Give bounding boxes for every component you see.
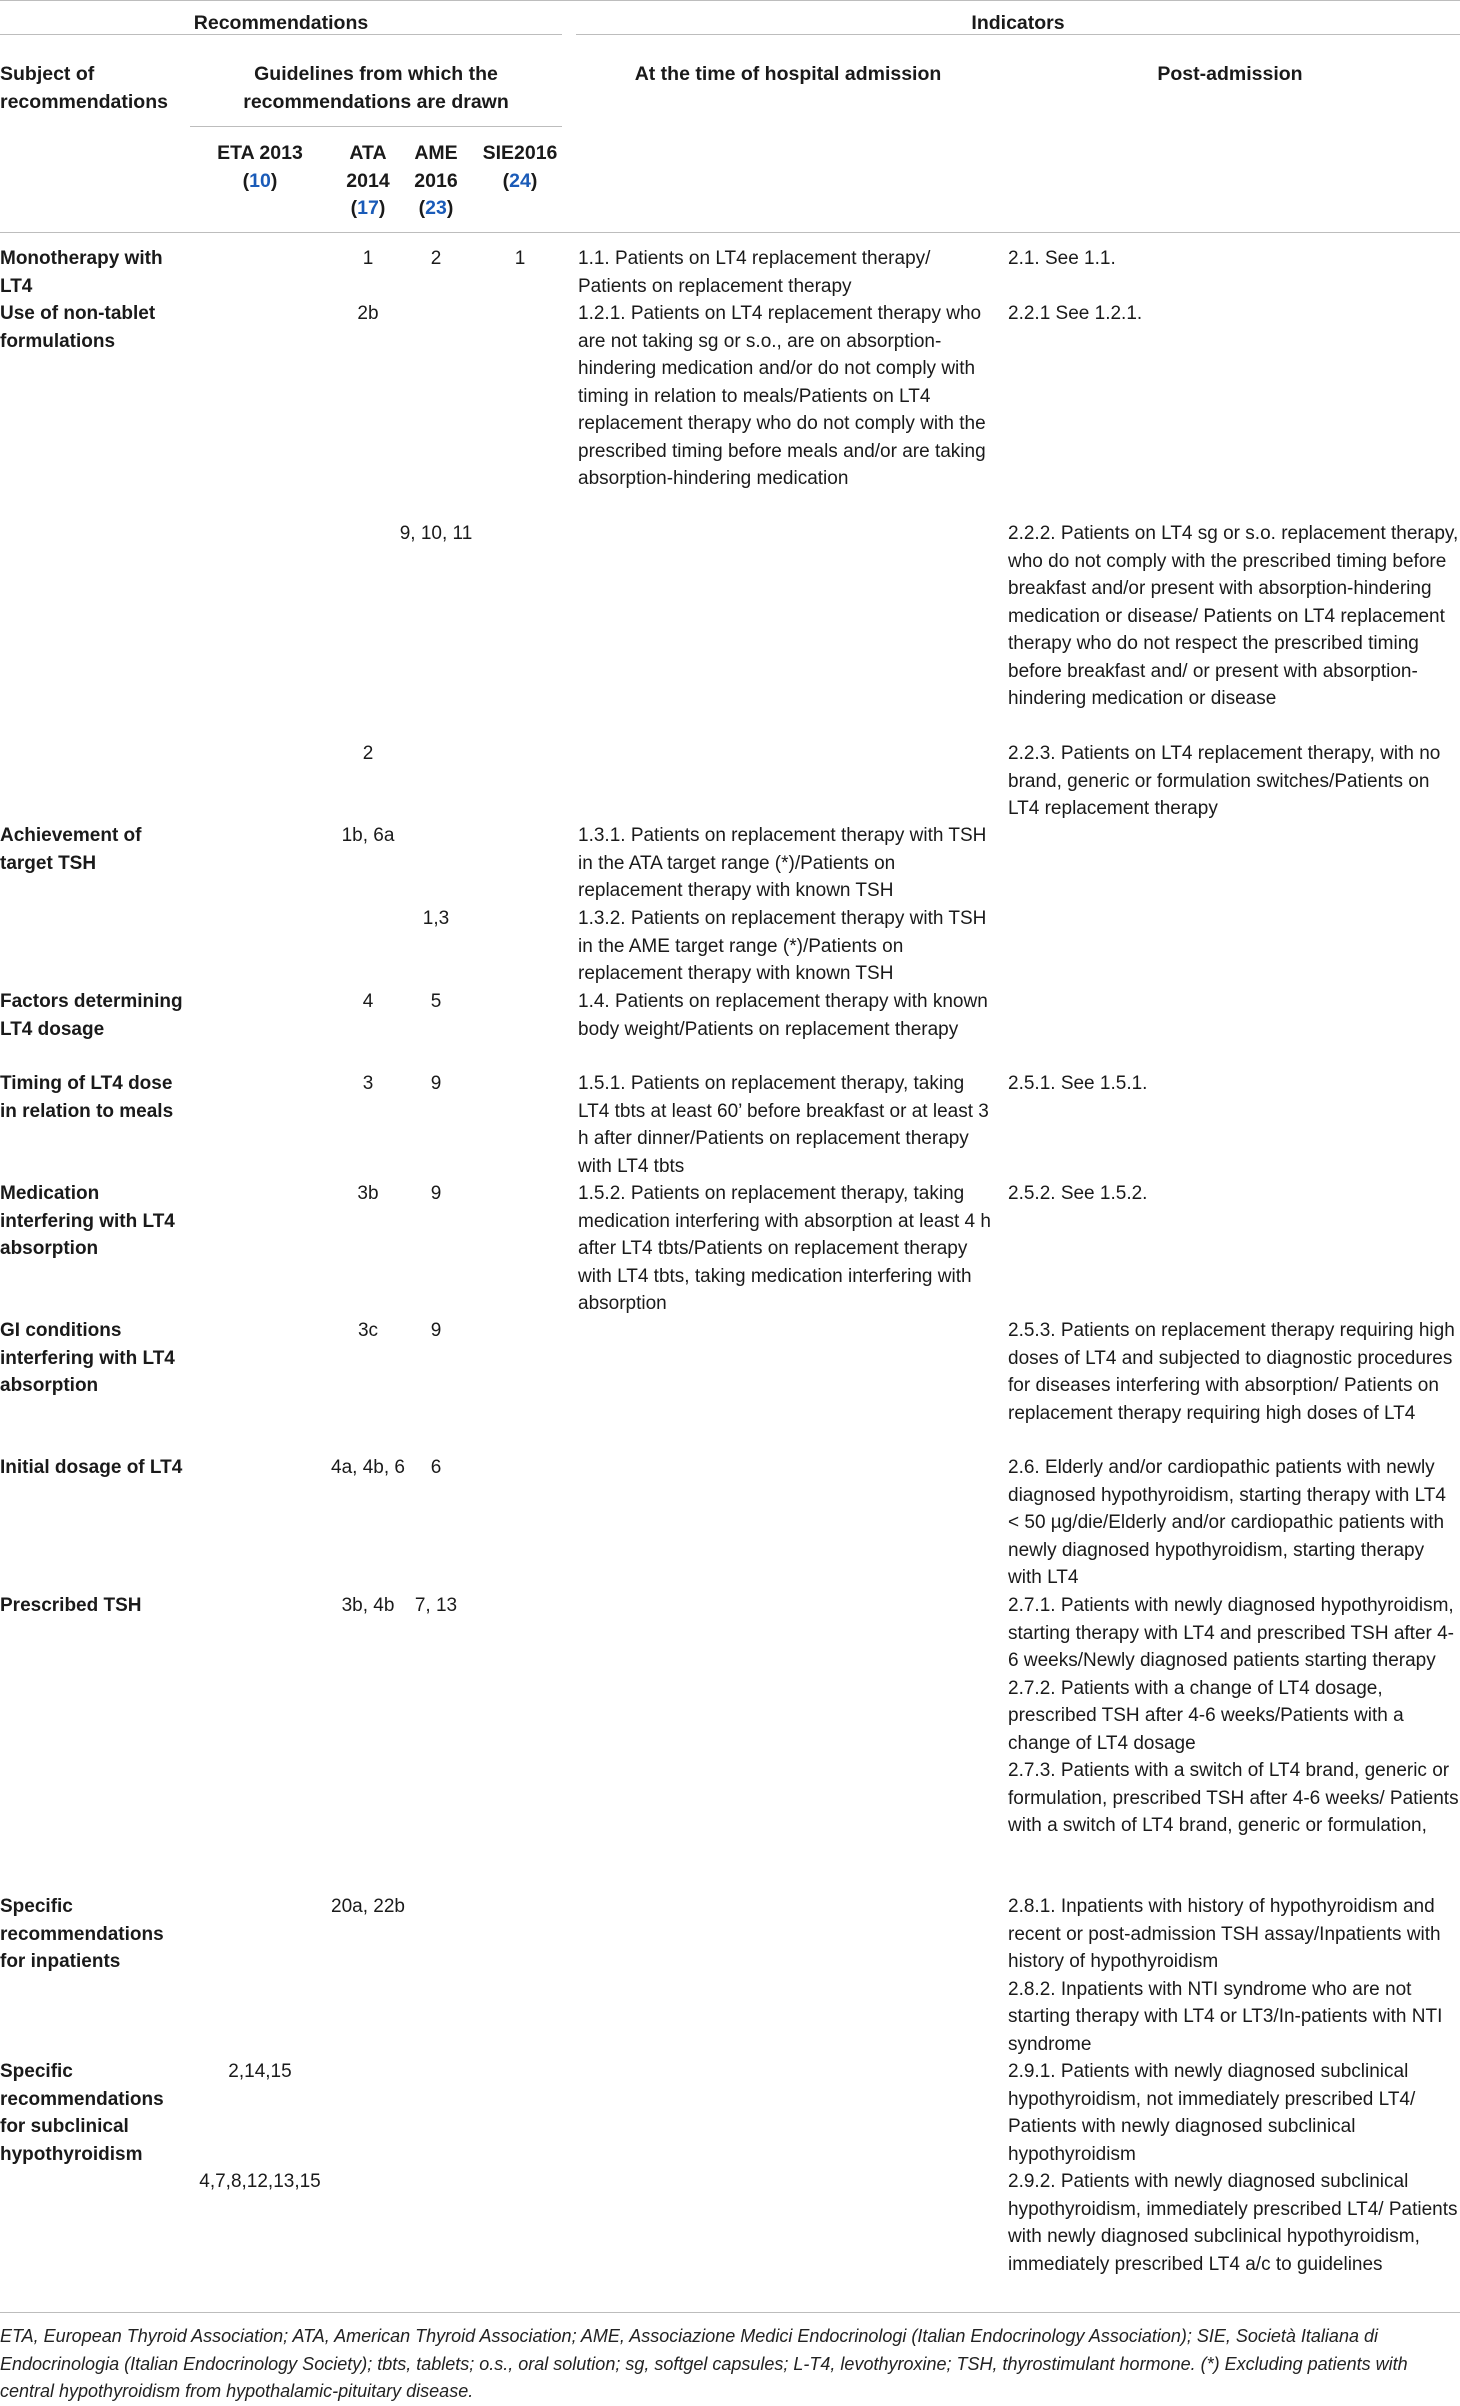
guidelines-heading: Guidelines from which the recommendations are drawn: [243, 63, 509, 113]
post-admission-indicator: 2.2.2. Patients on LT4 sg or s.o. replacement therapy, who do not comply with the prescribed timing before breakfast and/or present with absorption-hindering medication or disease/ Patients on LT4 replacement therapy who do not respect the prescribed timing before breakfast and/ or present with absorption-hindering medication or disease: [1008, 523, 1459, 709]
table-top-rule: [0, 0, 1460, 1]
sie-ref-link[interactable]: 24: [509, 169, 531, 192]
ame-cell: 9: [430, 1183, 442, 1204]
post-admission-indicator-271: 2.7.1. Patients with newly diagnosed hypothyroidism, starting therapy with LT4 and prescribed TSH after 4-6 weeks/Newly diagnosed patients starting therapy: [1008, 1595, 1455, 1671]
admission-indicator: 1.1. Patients on LT4 replacement therapy/ Patients on replacement therapy: [578, 248, 931, 297]
table-bottom-rule: [0, 2312, 1460, 2313]
post-admission-indicator: [1008, 1592, 1460, 1840]
eta-ref: (10): [242, 169, 278, 192]
guidelines-rule: [190, 126, 562, 127]
subject-cell: Specific recommendations for inpatients: [0, 1896, 164, 1972]
post-admission-indicator: 2.1. See 1.1.: [1008, 248, 1116, 269]
post-admission-indicator-282: 2.8.2. Inpatients with NTI syndrome who are not starting therapy with LT4 or LT3/In-patients with NTI syndrome: [1008, 1978, 1443, 2055]
subject-cell: Initial dosage of LT4: [0, 1457, 183, 1478]
ame-cell: 6: [430, 1457, 442, 1478]
ame-label: AME: [414, 142, 458, 164]
subject-cell: Achievement of target TSH: [0, 825, 142, 874]
indicators-heading: Indicators: [971, 12, 1065, 34]
subject-cell: Medication interfering with LT4 absorption: [0, 1183, 175, 1259]
post-admission-indicator: 2.9.1. Patients with newly diagnosed subclinical hypothyroidism, not immediately prescribed LT4/ Patients with newly diagnosed subclinical hypothyroidism: [1008, 2061, 1416, 2165]
eta-ref-link[interactable]: 10: [249, 169, 271, 192]
ame-year: 2016: [414, 169, 458, 192]
sie-cell: 1: [514, 248, 526, 269]
admission-indicator: 1.5.1. Patients on replacement therapy, taking LT4 tbts at least 60’ before breakfast or at least 3 h after dinner/Patients on replacement therapy with LT4 tbts: [578, 1073, 989, 1177]
post-admission-indicator: [1008, 1893, 1460, 2058]
admission-indicator: 1.2.1. Patients on LT4 replacement therapy who are not taking sg or s.o., are on absorption-hindering medication and/or do not comply with timing in relation to meals/Patients on LT4 replacement therapy who do not comply with the prescribed timing before meals and/or are taking absorption-hindering medication: [578, 303, 986, 489]
ame-cell: 9: [430, 1073, 442, 1094]
post-admission-indicator-272: 2.7.2. Patients with a change of LT4 dosage, prescribed TSH after 4-6 weeks/Patients with a change of LT4 dosage: [1008, 1677, 1404, 1754]
ame-cell: 7, 13: [414, 1595, 458, 1616]
ata-year: 2014: [346, 169, 390, 192]
ata-label: ATA: [349, 142, 387, 164]
post-admission-indicator: 2.5.1. See 1.5.1.: [1008, 1073, 1148, 1094]
sie-column-heading: [472, 140, 568, 195]
subject-cell: GI conditions interfering with LT4 absorption: [0, 1320, 175, 1396]
ame-cell: 5: [430, 991, 442, 1012]
ata-cell: 4a, 4b, 6: [331, 1457, 405, 1478]
post-admission-indicator-281: 2.8.1. Inpatients with history of hypothyroidism and recent or post-admission TSH assay/Inpatients with history of hypothyroidism: [1008, 1896, 1441, 1972]
eta-cell: 4,7,8,12,13,15: [199, 2171, 321, 2192]
sie-label: SIE2016: [482, 142, 558, 164]
ame-column-heading: [396, 140, 476, 223]
ata-cell: 1: [362, 248, 374, 269]
ata-cell: 3c: [357, 1320, 379, 1341]
admission-indicator: 1.5.2. Patients on replacement therapy, taking medication interfering with absorption at least 4 h after LT4 tbts/Patients on replacement therapy with LT4 tbts, taking medication interfering with absorption: [578, 1183, 991, 1314]
ame-cell: 2: [430, 248, 442, 269]
header-bottom-rule: [0, 232, 1460, 233]
eta-label: ETA 2013: [217, 142, 303, 164]
post-admission-indicator: 2.9.2. Patients with newly diagnosed subclinical hypothyroidism, immediately prescribed LT4/ Patients with newly diagnosed subclinical hypothyroidism, immediately prescribed LT4 a/c to guidelines: [1008, 2171, 1458, 2275]
post-admission-indicator: 2.2.1 See 1.2.1.: [1008, 303, 1143, 324]
subject-cell: Specific recommendations for subclinical hypothyroidism: [0, 2061, 164, 2165]
post-admission-indicator-273: 2.7.3. Patients with a switch of LT4 brand, generic or formulation, prescribed TSH after 4-6 weeks/ Patients with a switch of LT4 brand, generic or formulation,: [1008, 1760, 1459, 1836]
table-footnote: ETA, European Thyroid Association; ATA, American Thyroid Association; AME, Associazione Medici Endocrinologi (Italian Endocrinology Association); SIE, Società Italiana di Endocrinologia (Italian Endocrinology Society); tbts, tablets; o.s., oral solution; sg, softgel capsules; L-T4, levothyroxine; TSH, thyrostimulant hormone. (*) Excluding patients with central hypothyroidism from hypothalamic-pituitary disease.: [0, 2326, 1408, 2401]
admission-indicator: 1.4. Patients on replacement therapy with known body weight/Patients on replacement therapy: [578, 991, 988, 1040]
eta-column-heading: [190, 140, 330, 195]
subject-heading: Subject of recommendations: [0, 63, 168, 113]
ata-cell: 20a, 22b: [331, 1896, 405, 1917]
subject-cell: Monotherapy with LT4: [0, 248, 163, 297]
post-admission-indicator: 2.5.3. Patients on replacement therapy requiring high doses of LT4 and subjected to diagnostic procedures for diseases interfering with absorption/ Patients on replacement therapy requiring high doses of LT4: [1008, 1320, 1455, 1424]
ata-cell: 4: [362, 991, 374, 1012]
recommendations-heading: Recommendations: [193, 12, 369, 34]
post-admission-indicator: 2.6. Elderly and/or cardiopathic patients with newly diagnosed hypothyroidism, starting therapy with LT4 < 50 µg/die/Elderly and/or cardiopathic patients with newly diagnosed hypothyroidism, starting therapy with LT4: [1008, 1457, 1446, 1588]
eta-cell: 2,14,15: [228, 2061, 292, 2082]
ata-cell: 3: [362, 1073, 374, 1094]
ame-ref-link[interactable]: 23: [425, 197, 447, 219]
ame-cell: 9, 10, 11: [399, 523, 473, 544]
ame-cell: 1,3: [422, 908, 450, 929]
admission-heading: At the time of hospital admission: [634, 63, 942, 85]
subject-cell: Use of non-tablet formulations: [0, 303, 156, 352]
ame-cell: 9: [430, 1320, 442, 1341]
sie-ref: (24): [502, 169, 538, 192]
post-admission-indicator: 2.5.2. See 1.5.2.: [1008, 1183, 1148, 1204]
post-admission-indicator: 2.2.3. Patients on LT4 replacement therapy, with no brand, generic or formulation switches/Patients on LT4 replacement therapy: [1008, 743, 1441, 819]
subject-cell: Factors determining LT4 dosage: [0, 991, 183, 1040]
ata-ref: (17): [350, 197, 386, 219]
ata-cell: 3b, 4b: [341, 1595, 395, 1616]
admission-indicator: 1.3.2. Patients on replacement therapy with TSH in the AME target range (*)/Patients on replacement therapy with known TSH: [578, 908, 987, 984]
subject-cell: Timing of LT4 dose in relation to meals: [0, 1073, 174, 1122]
ata-cell: 2: [362, 743, 374, 764]
ata-ref-link[interactable]: 17: [357, 197, 379, 219]
ame-ref: (23): [418, 197, 454, 219]
post-admission-heading: Post-admission: [1157, 63, 1303, 85]
admission-indicator: 1.3.1. Patients on replacement therapy with TSH in the ATA target range (*)/Patients on replacement therapy with known TSH: [578, 825, 987, 901]
ata-cell: 2b: [357, 303, 379, 324]
ata-cell: 1b, 6a: [341, 825, 395, 846]
subject-cell: Prescribed TSH: [0, 1595, 142, 1616]
ata-cell: 3b: [357, 1183, 379, 1204]
